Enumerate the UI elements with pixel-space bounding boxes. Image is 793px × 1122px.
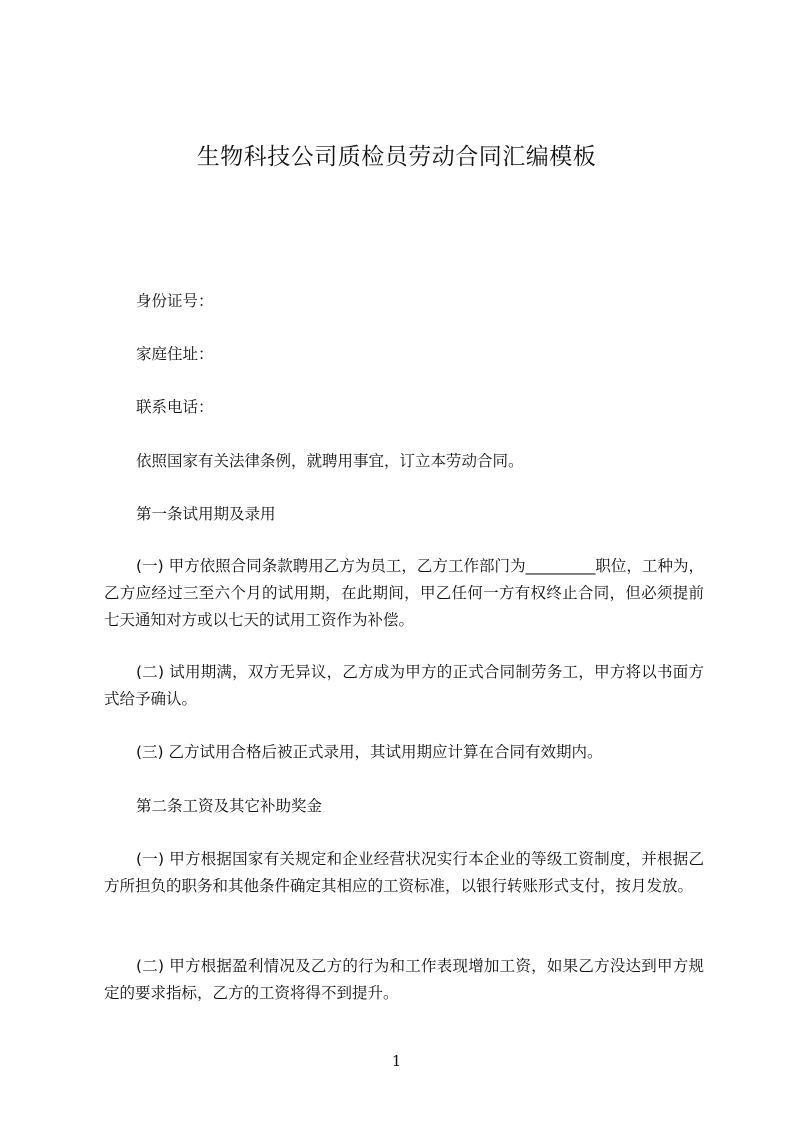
article-1-clause-2: (二) 试用期满，双方无异议，乙方成为甲方的正式合同制劳务工，甲方将以书面方式给予确认。 [104, 663, 704, 708]
page-number: 1 [391, 1052, 402, 1070]
article-2-clause-1: (一) 甲方根据国家有关规定和企业经营状况实行本企业的等级工资制度，并根据乙方所担负的职务和其他条件确定其相应的工资标准，以银行转账形式支付，按月发放。 [104, 850, 704, 895]
paragraph-preamble: 依照国家有关法律条例，就聘用事宜，订立本劳动合同。 [136, 452, 524, 470]
paragraph-phone: 联系电话： [136, 398, 214, 416]
article-1-clause-1: (一) 甲方依照合同条款聘用乙方为员工，乙方工作部门为_________职位，工种为，乙方应经过三至六个月的试用期，在此期间，甲乙任何一方有权终止合同，但必须提前七天通知对方或以七天的试用工资作为补偿。 [104, 557, 704, 629]
article-heading-1: 第一条试用期及录用 [136, 505, 276, 523]
article-1-clause-3: (三) 乙方试用合格后被正式录用，其试用期应计算在合同有效期内。 [136, 743, 603, 761]
paragraph-id-number: 身份证号： [136, 292, 214, 310]
paragraph-home-address: 家庭住址： [136, 345, 214, 363]
article-heading-2: 第二条工资及其它补助奖金 [136, 797, 323, 815]
document-title: 生物科技公司质检员劳动合同汇编模板 [196, 144, 597, 170]
article-2-clause-2: (二) 甲方根据盈利情况及乙方的行为和工作表现增加工资，如果乙方没达到甲方规定的要求指标，乙方的工资将得不到提升。 [104, 957, 704, 1002]
